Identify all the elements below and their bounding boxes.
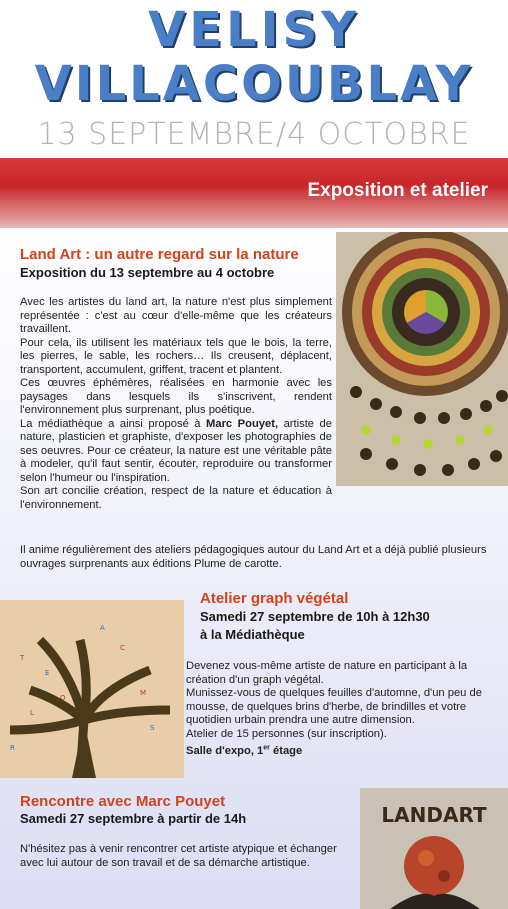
section1-body [20,296,332,512]
svg-text:L: L [30,709,34,717]
section3-title: Rencontre avec Marc Pouyet [20,793,226,810]
land-art-mandala-photo [336,232,508,486]
section2-location [186,741,492,758]
section1-paragraph: Pour cela, ils utilisent les matériaux tels que le bois, la terre, les pierres, le sable, les rochers… Ils creusent, déplacent, transportent, accumulent, griffent, tracent et plantent. [20,336,332,376]
section2-date: Samedi 27 septembre de 10h à 12h30 [200,609,430,624]
svg-text:A: A [100,624,105,632]
section1-paragraph: Ces œuvres éphémères, réalisées en harmonie avec les paysages dans lesquels ils s'inscrivent, rendent l'environnement plus surprenant, plus poétique. [20,377,332,416]
red-banner [0,158,508,228]
text-run: er [263,744,270,751]
section2-title: Atelier graph végétal [200,590,349,607]
svg-text:M: M [140,689,147,697]
svg-text:T: T [20,654,25,662]
section2-body [186,660,492,758]
section2-subtitle [200,608,430,644]
section2-paragraph: Devenez vous-même artiste de nature en participant à la création d'un graph végétal. [186,660,468,686]
landart-sign-text: LANDART [381,803,487,827]
section1-subtitle: Exposition du 13 septembre au 4 octobre [20,265,275,280]
section3-subtitle: Samedi 27 septembre à partir de 14h [20,811,247,826]
section2-place: à la Médiathèque [200,627,305,642]
section1-paragraph: Son art concilie création, respect de la nature et éducation à l'environnement. [20,485,332,511]
landart-artist-photo [360,788,508,909]
text-run: Salle d'expo, 1 [186,744,264,757]
city-title-line2: VILLACOUBLAY [34,56,474,112]
text-run: La médiathèque a ainsi proposé à [20,417,207,430]
svg-text:E: E [45,669,50,677]
section2-paragraph: Atelier de 15 personnes (sur inscription). [186,727,387,740]
svg-text:R: R [10,744,15,752]
svg-text:S: S [150,724,155,732]
section3-body [20,843,350,870]
city-title-line1: VELISY [148,2,360,58]
tree-artwork-photo [0,600,184,778]
section1-paragraph [20,418,332,486]
svg-text:O: O [60,694,66,702]
section1-paragraph: Avec les artistes du land art, la nature n'est plus simplement représentée : c'est au cœur d'elle-même que les créateurs travaillent. [20,296,332,335]
section3-paragraph: N'hésitez pas à venir rencontrer cet artiste atypique et échanger avec lui autour de son travail et de sa démarche artistique. [20,843,337,869]
section1-paragraph: Il anime régulièrement des ateliers pédagogiques autour du Land Art et a déjà publié plusieurs ouvrages surprenants aux éditions Plume de carotte. [20,544,487,570]
artist-name: Marc Pouyet, [206,417,279,430]
banner-label: Exposition et atelier [307,180,488,201]
section2-paragraph: Munissez-vous de quelques feuilles d'automne, d'un peu de mousse, de quelques brins d'herbe, de brindilles et votre quotidien urbain prendra une autre dimension. [186,687,482,726]
section1-title: Land Art : un autre regard sur la nature [20,246,299,263]
text-run: étage [269,744,303,757]
text-run: artiste de nature, plasticien et graphiste, d'exposer les photographies de ses oeuvres. Pour ce créateur, la nature est une véritable pâte à modeler, qu'il faut sentir, écouter, reproduire ou transformer selon l'humeur ou l'inspiration. [20,417,332,484]
section1-body-wide [20,544,490,571]
svg-text:C: C [120,644,125,652]
event-dates: 13 SEPTEMBRE/4 OCTOBRE [37,117,471,152]
